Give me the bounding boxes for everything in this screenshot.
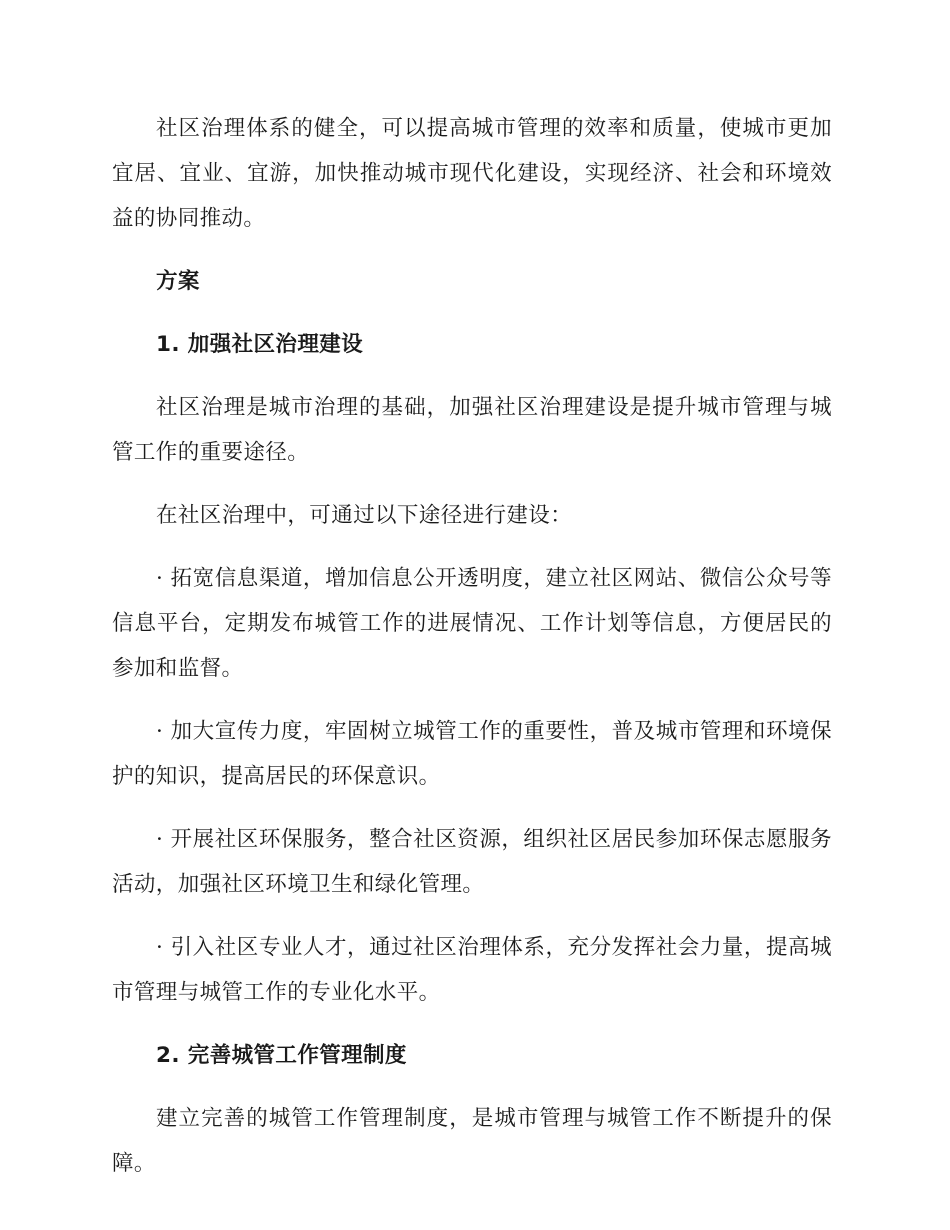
bullet-item-publicity: · 加大宣传力度，牢固树立城管工作的重要性，普及城市管理和环境保护的知识，提高居民的环保意识。: [112, 719, 832, 789]
bullet-item-environment: · 开展社区环保服务，整合社区资源，组织社区居民参加环保志愿服务活动，加强社区环境卫生和绿化管理。: [112, 827, 832, 897]
paragraph-management-system: 建立完善的城管工作管理制度，是城市管理与城管工作不断提升的保障。: [112, 1106, 832, 1176]
intro-paragraph: 社区治理体系的健全，可以提高城市管理的效率和质量，使城市更加宜居、宜业、宜游，加快推动城市现代化建设，实现经济、社会和环境效益的协同推动。: [112, 116, 832, 231]
bullet-item-information: · 拓宽信息渠道，增加信息公开透明度，建立社区网站、微信公众号等信息平台，定期发布城管工作的进展情况、工作计划等信息，方便居民的参加和监督。: [112, 566, 832, 681]
subsection-heading-1: 1. 加强社区治理建设: [156, 332, 364, 357]
paragraph-approaches-intro: 在社区治理中，可通过以下途径进行建设：: [156, 503, 573, 528]
bullet-item-talent: · 引入社区专业人才，通过社区治理体系，充分发挥社会力量，提高城市管理与城管工作的专业化水平。: [112, 935, 832, 1005]
subsection-heading-2: 2. 完善城管工作管理制度: [156, 1043, 407, 1068]
section-heading-plan: 方案: [156, 269, 200, 294]
document-page: [112, 106, 832, 1204]
paragraph-community-governance: 社区治理是城市治理的基础，加强社区治理建设是提升城市管理与城管工作的重要途径。: [112, 395, 832, 465]
